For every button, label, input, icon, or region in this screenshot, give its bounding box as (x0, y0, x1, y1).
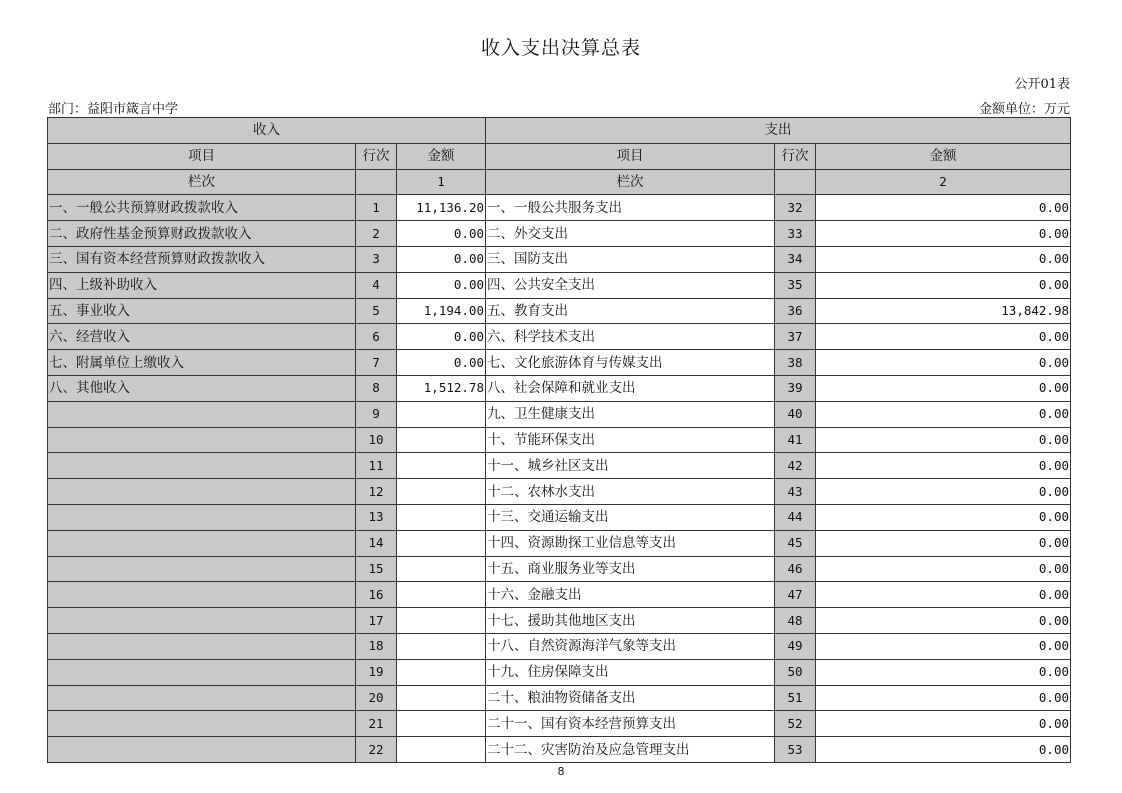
income-item-cell (48, 608, 356, 634)
income-amount-cell: 0.00 (397, 221, 486, 247)
income-amount-cell (397, 401, 486, 427)
expense-row-no-cell: 50 (775, 659, 816, 685)
income-column-number: 1 (397, 169, 486, 195)
expense-amount-cell: 0.00 (816, 582, 1071, 608)
expense-item-cell: 二十、粮油物资储备支出 (486, 685, 775, 711)
income-item-cell: 四、上级补助收入 (48, 272, 356, 298)
income-row-no-cell: 19 (356, 659, 397, 685)
expense-item-cell: 二十一、国有资本经营预算支出 (486, 711, 775, 737)
income-row-no-cell: 2 (356, 221, 397, 247)
income-item-cell: 一、一般公共预算财政拨款收入 (48, 195, 356, 221)
table-row (48, 350, 1071, 376)
income-amount-cell: 0.00 (397, 246, 486, 272)
income-amount-cell (397, 427, 486, 453)
expense-item-cell: 十一、城乡社区支出 (486, 453, 775, 479)
expense-item-cell: 九、卫生健康支出 (486, 401, 775, 427)
expense-item-cell: 六、科学技术支出 (486, 324, 775, 350)
expense-row-no-cell: 35 (775, 272, 816, 298)
expense-row-no-cell: 51 (775, 685, 816, 711)
income-item-cell (48, 504, 356, 530)
income-row-no-cell: 5 (356, 298, 397, 324)
income-amount-cell: 0.00 (397, 272, 486, 298)
income-row-no-cell: 3 (356, 246, 397, 272)
income-item-cell (48, 737, 356, 763)
expense-item-cell: 七、文化旅游体育与传媒支出 (486, 350, 775, 376)
expense-row-no-cell: 39 (775, 375, 816, 401)
income-row-no-cell: 16 (356, 582, 397, 608)
department-label: 部门：益阳市箴言中学 (48, 102, 179, 117)
income-row-no-cell: 6 (356, 324, 397, 350)
table-row (48, 195, 1071, 221)
income-item-cell (48, 556, 356, 582)
expense-row-no-cell: 32 (775, 195, 816, 221)
income-amount-cell: 1,194.00 (397, 298, 486, 324)
table-row (48, 427, 1071, 453)
income-amount-cell (397, 711, 486, 737)
expense-amount-cell: 0.00 (816, 685, 1071, 711)
expense-row-no-cell: 48 (775, 608, 816, 634)
income-row-no-cell: 10 (356, 427, 397, 453)
income-amount-cell: 11,136.20 (397, 195, 486, 221)
table-row (48, 556, 1071, 582)
table-row (48, 711, 1071, 737)
expense-row-no-cell: 44 (775, 504, 816, 530)
expense-item-cell: 十二、农林水支出 (486, 479, 775, 505)
income-row-no-cell: 11 (356, 453, 397, 479)
section-header-row (48, 118, 1071, 144)
expense-item-cell: 十五、商业服务业等支出 (486, 556, 775, 582)
income-expense-table (47, 117, 1071, 763)
expense-item-cell: 二、外交支出 (486, 221, 775, 247)
expense-row-no-cell: 34 (775, 246, 816, 272)
expense-item-cell: 十九、住房保障支出 (486, 659, 775, 685)
table-row (48, 582, 1071, 608)
income-amount-cell: 0.00 (397, 324, 486, 350)
income-row-no-cell: 8 (356, 375, 397, 401)
expense-row-no-cell: 33 (775, 221, 816, 247)
expense-item-cell: 二十二、灾害防治及应急管理支出 (486, 737, 775, 763)
income-item-cell: 二、政府性基金预算财政拨款收入 (48, 221, 356, 247)
expense-amount-cell: 0.00 (816, 246, 1071, 272)
expense-row-no-cell: 52 (775, 711, 816, 737)
expense-amount-cell: 0.00 (816, 711, 1071, 737)
expense-row-no-cell: 49 (775, 633, 816, 659)
table-row (48, 401, 1071, 427)
income-amount-cell: 0.00 (397, 350, 486, 376)
expense-amount-cell: 0.00 (816, 427, 1071, 453)
income-item-cell (48, 479, 356, 505)
expense-item-cell: 五、教育支出 (486, 298, 775, 324)
expense-amount-cell: 0.00 (816, 195, 1071, 221)
expense-item-cell: 十八、自然资源海洋气象等支出 (486, 633, 775, 659)
income-item-cell: 六、经营收入 (48, 324, 356, 350)
income-amount-cell (397, 659, 486, 685)
income-row-no-cell: 13 (356, 504, 397, 530)
expense-row-no-cell: 42 (775, 453, 816, 479)
income-amount-cell (397, 633, 486, 659)
expense-section-header: 支出 (486, 118, 1071, 144)
income-row-no-header: 行次 (356, 143, 397, 169)
expense-row-no-cell: 45 (775, 530, 816, 556)
income-amount-cell: 1,512.78 (397, 375, 486, 401)
income-row-no-cell: 20 (356, 685, 397, 711)
income-item-cell (48, 685, 356, 711)
income-row-no-cell: 15 (356, 556, 397, 582)
expense-amount-cell: 0.00 (816, 453, 1071, 479)
income-item-cell (48, 530, 356, 556)
expense-row-no-cell: 36 (775, 298, 816, 324)
expense-amount-header: 金额 (816, 143, 1071, 169)
income-item-cell: 三、国有资本经营预算财政拨款收入 (48, 246, 356, 272)
column-header-row (48, 143, 1071, 169)
expense-row-no-cell: 53 (775, 737, 816, 763)
table-body (48, 195, 1071, 763)
expense-column-blank (775, 169, 816, 195)
form-number: 公开01表 (1014, 77, 1070, 92)
income-section-header: 收入 (48, 118, 486, 144)
expense-column-label: 栏次 (486, 169, 775, 195)
expense-item-cell: 八、社会保障和就业支出 (486, 375, 775, 401)
expense-amount-cell: 0.00 (816, 350, 1071, 376)
income-row-no-cell: 21 (356, 711, 397, 737)
expense-row-no-cell: 37 (775, 324, 816, 350)
income-amount-cell (397, 608, 486, 634)
income-item-cell (48, 427, 356, 453)
expense-row-no-cell: 40 (775, 401, 816, 427)
income-row-no-cell: 22 (356, 737, 397, 763)
income-amount-cell (397, 556, 486, 582)
expense-column-number: 2 (816, 169, 1071, 195)
expense-amount-cell: 0.00 (816, 556, 1071, 582)
income-amount-header: 金额 (397, 143, 486, 169)
amount-unit-label: 金额单位：万元 (978, 102, 1070, 117)
expense-amount-cell: 13,842.98 (816, 298, 1071, 324)
expense-amount-cell: 0.00 (816, 479, 1071, 505)
income-row-no-cell: 7 (356, 350, 397, 376)
expense-row-no-cell: 43 (775, 479, 816, 505)
expense-amount-cell: 0.00 (816, 504, 1071, 530)
expense-amount-cell: 0.00 (816, 530, 1071, 556)
income-row-no-cell: 12 (356, 479, 397, 505)
expense-row-no-cell: 46 (775, 556, 816, 582)
expense-item-cell: 十三、交通运输支出 (486, 504, 775, 530)
page-title: 收入支出决算总表 (480, 37, 641, 59)
income-item-cell (48, 453, 356, 479)
income-row-no-cell: 4 (356, 272, 397, 298)
expense-row-no-header: 行次 (775, 143, 816, 169)
page-number: 8 (557, 765, 565, 778)
table-row (48, 375, 1071, 401)
income-column-blank (356, 169, 397, 195)
income-item-cell (48, 401, 356, 427)
expense-item-cell: 一、一般公共服务支出 (486, 195, 775, 221)
expense-item-cell: 四、公共安全支出 (486, 272, 775, 298)
table-row (48, 324, 1071, 350)
expense-amount-cell: 0.00 (816, 221, 1071, 247)
income-item-cell (48, 659, 356, 685)
table-row (48, 685, 1071, 711)
income-column-label: 栏次 (48, 169, 356, 195)
column-number-row (48, 169, 1071, 195)
income-amount-cell (397, 453, 486, 479)
table-row (48, 504, 1071, 530)
expense-row-no-cell: 47 (775, 582, 816, 608)
income-row-no-cell: 18 (356, 633, 397, 659)
table-row (48, 272, 1071, 298)
table-row (48, 737, 1071, 763)
income-amount-cell (397, 737, 486, 763)
table-row (48, 608, 1071, 634)
income-row-no-cell: 14 (356, 530, 397, 556)
expense-row-no-cell: 41 (775, 427, 816, 453)
income-amount-cell (397, 504, 486, 530)
income-item-cell: 五、事业收入 (48, 298, 356, 324)
income-amount-cell (397, 479, 486, 505)
income-amount-cell (397, 530, 486, 556)
expense-amount-cell: 0.00 (816, 633, 1071, 659)
expense-amount-cell: 0.00 (816, 608, 1071, 634)
expense-item-header: 项目 (486, 143, 775, 169)
income-row-no-cell: 9 (356, 401, 397, 427)
table-row (48, 479, 1071, 505)
table-row (48, 298, 1071, 324)
expense-row-no-cell: 38 (775, 350, 816, 376)
income-row-no-cell: 1 (356, 195, 397, 221)
income-item-cell: 七、附属单位上缴收入 (48, 350, 356, 376)
table-row (48, 453, 1071, 479)
table-row (48, 530, 1071, 556)
expense-amount-cell: 0.00 (816, 375, 1071, 401)
expense-item-cell: 十七、援助其他地区支出 (486, 608, 775, 634)
income-item-header: 项目 (48, 143, 356, 169)
table-row (48, 246, 1071, 272)
income-item-cell (48, 633, 356, 659)
table-row (48, 221, 1071, 247)
expense-item-cell: 十六、金融支出 (486, 582, 775, 608)
table-row (48, 659, 1071, 685)
expense-amount-cell: 0.00 (816, 324, 1071, 350)
table-row (48, 633, 1071, 659)
income-amount-cell (397, 582, 486, 608)
income-row-no-cell: 17 (356, 608, 397, 634)
expense-item-cell: 三、国防支出 (486, 246, 775, 272)
expense-amount-cell: 0.00 (816, 659, 1071, 685)
expense-item-cell: 十四、资源勘探工业信息等支出 (486, 530, 775, 556)
income-item-cell (48, 582, 356, 608)
expense-item-cell: 十、节能环保支出 (486, 427, 775, 453)
income-item-cell: 八、其他收入 (48, 375, 356, 401)
expense-amount-cell: 0.00 (816, 401, 1071, 427)
expense-amount-cell: 0.00 (816, 737, 1071, 763)
expense-amount-cell: 0.00 (816, 272, 1071, 298)
income-item-cell (48, 711, 356, 737)
income-amount-cell (397, 685, 486, 711)
